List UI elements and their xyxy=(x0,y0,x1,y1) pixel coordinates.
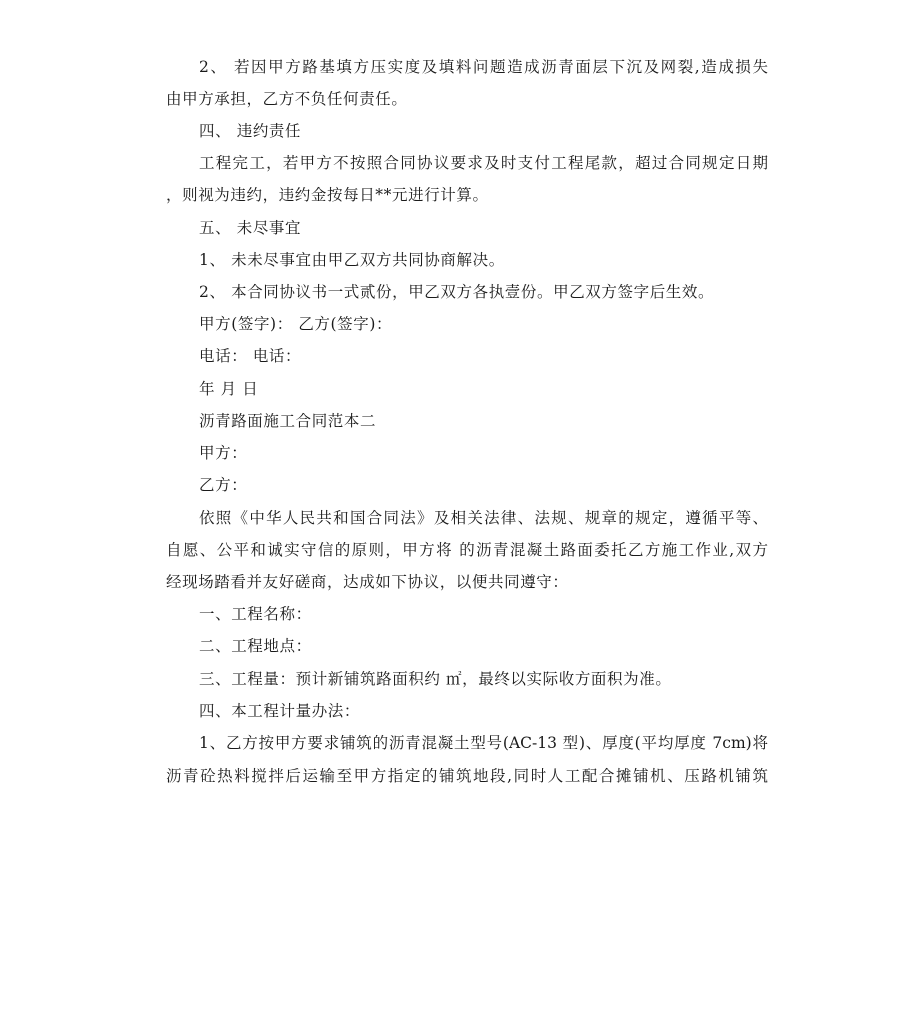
phone-line: 电话： 电话： xyxy=(199,347,302,365)
preamble-line-3: 经现场踏看并友好磋商，达成如下协议，以便共同遵守： xyxy=(166,573,569,591)
preamble-line-1: 依照《中华人民共和国合同法》及相关法律、法规、规章的规定，遵循平等、 xyxy=(199,509,768,527)
signature-line: 甲方(签字)： 乙方(签字)： xyxy=(199,315,393,333)
project-location-line: 二、工程地点： xyxy=(199,637,312,655)
section-5-heading: 五、 未尽事宜 xyxy=(199,219,302,237)
measurement-heading: 四、本工程计量办法： xyxy=(199,702,361,720)
measurement-clause-line-2: 沥青砼热料搅拌后运输至甲方指定的铺筑地段,同时人工配合摊铺机、压路机铺筑 xyxy=(166,767,768,785)
breach-paragraph-line-1: 工程完工，若甲方不按照合同协议要求及时支付工程尾款，超过合同规定日期 xyxy=(199,154,768,172)
project-name-line: 一、工程名称： xyxy=(199,605,312,623)
clause-1-unresolved: 1、 未未尽事宜由甲乙双方共同协商解决。 xyxy=(199,251,505,269)
clause-2-liability-line-2: 由甲方承担，乙方不负任何责任。 xyxy=(166,90,408,108)
project-quantity-line: 三、工程量：预计新铺筑路面积约 ㎡，最终以实际收方面积为准。 xyxy=(199,670,672,688)
party-a-line: 甲方： xyxy=(199,444,248,462)
preamble-line-2: 自愿、公平和诚实守信的原则，甲方将 的沥青混凝土路面委托乙方施工作业,双方 xyxy=(166,541,768,559)
breach-paragraph-line-2: ，则视为违约，违约金按每日**元进行计算。 xyxy=(166,186,489,204)
template-2-title: 沥青路面施工合同范本二 xyxy=(199,412,377,430)
clause-2-liability-line-1: 2、 若因甲方路基填方压实度及填料问题造成沥青面层下沉及网裂,造成损失 xyxy=(199,58,768,76)
party-b-line: 乙方： xyxy=(199,476,248,494)
section-4-heading: 四、 违约责任 xyxy=(199,122,302,140)
measurement-clause-line-1: 1、乙方按甲方要求铺筑的沥青混凝土型号(AC-13 型)、厚度(平均厚度 7cm)将 xyxy=(199,734,768,752)
date-line: 年 月 日 xyxy=(199,380,259,398)
clause-2-copies: 2、 本合同协议书一式贰份，甲乙双方各执壹份。甲乙双方签字后生效。 xyxy=(199,283,715,301)
